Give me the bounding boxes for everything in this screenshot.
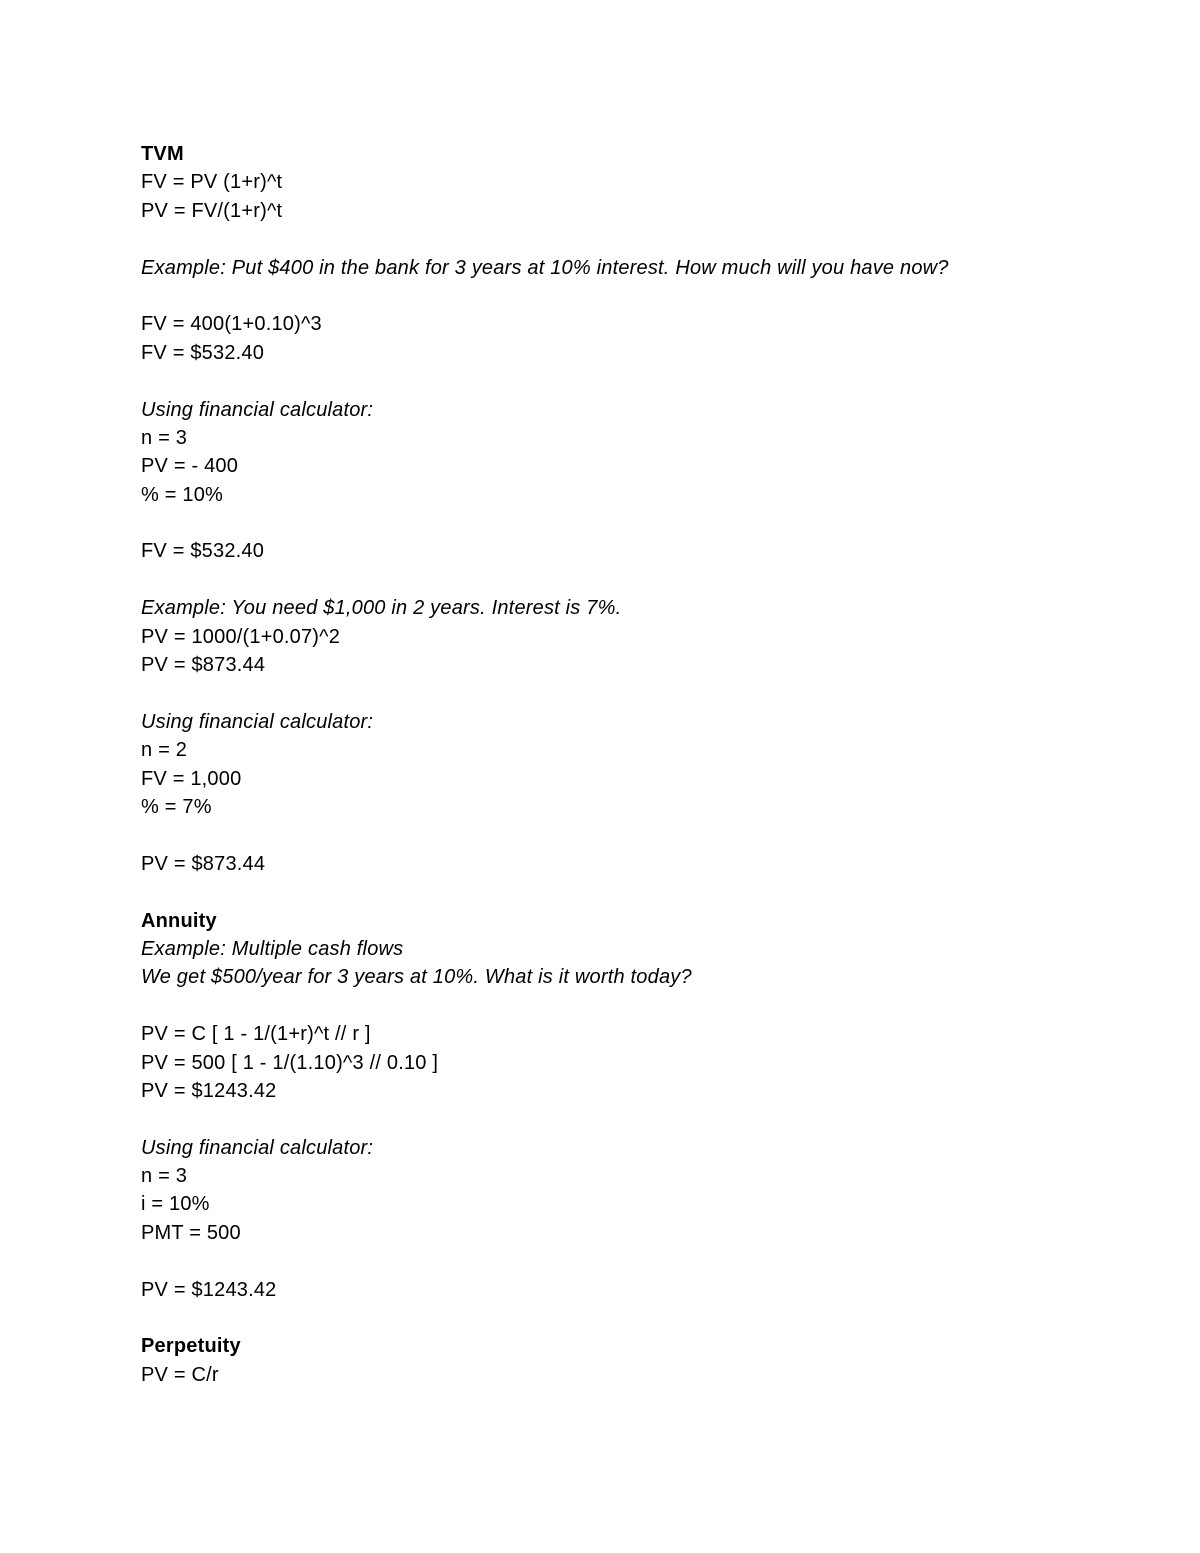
document-page — [141, 140, 1101, 1389]
calculator-result: FV = $532.40 — [141, 540, 265, 563]
formula-line: FV = PV (1+r)^t — [141, 171, 283, 194]
section-heading-tvm: TVM — [141, 143, 184, 165]
calculator-label: Using financial calculator: — [141, 1136, 374, 1159]
spacer — [141, 878, 1101, 906]
spacer — [141, 1247, 1101, 1275]
spacer — [141, 821, 1101, 849]
example-prompt: We get $500/year for 3 years at 10%. What is it worth today? — [141, 966, 692, 989]
calculator-input: PMT = 500 — [141, 1221, 241, 1244]
calc-line: PV = 1000/(1+0.07)^2 — [141, 625, 341, 648]
calculator-result: PV = $1243.42 — [141, 1278, 277, 1301]
calc-line: PV = 500 [ 1 - 1/(1.10)^3 // 0.10 ] — [141, 1051, 439, 1074]
calc-line: PV = $873.44 — [141, 654, 266, 677]
spacer — [141, 679, 1101, 707]
calculator-input: % = 10% — [141, 483, 224, 506]
calculator-input: % = 7% — [141, 795, 212, 818]
calc-line: FV = $532.40 — [141, 341, 265, 364]
section-heading-annuity: Annuity — [141, 909, 217, 932]
spacer — [141, 1105, 1101, 1133]
spacer — [141, 992, 1101, 1020]
calc-line: FV = 400(1+0.10)^3 — [141, 313, 322, 336]
spacer — [141, 566, 1101, 594]
example-prompt: Example: Multiple cash flows — [141, 937, 404, 960]
example-prompt: Example: You need $1,000 in 2 years. Interest is 7%. — [141, 597, 622, 620]
calc-line: PV = C [ 1 - 1/(1+r)^t // r ] — [141, 1023, 371, 1046]
spacer — [141, 367, 1101, 395]
calculator-input: FV = 1,000 — [141, 767, 242, 790]
spacer — [141, 225, 1101, 253]
spacer — [141, 509, 1101, 537]
calculator-input: n = 2 — [141, 739, 188, 762]
spacer — [141, 1304, 1101, 1332]
spacer — [141, 282, 1101, 310]
calc-line: PV = $1243.42 — [141, 1079, 277, 1102]
calculator-label: Using financial calculator: — [141, 710, 374, 733]
calculator-input: n = 3 — [141, 426, 188, 449]
calculator-result: PV = $873.44 — [141, 852, 266, 875]
formula-line: PV = FV/(1+r)^t — [141, 199, 283, 222]
calculator-input: PV = - 400 — [141, 455, 239, 478]
calculator-label: Using financial calculator: — [141, 398, 374, 421]
example-prompt: Example: Put $400 in the bank for 3 years at 10% interest. How much will you have now? — [141, 256, 949, 279]
section-heading-perpetuity: Perpetuity — [141, 1335, 241, 1358]
calculator-input: i = 10% — [141, 1193, 210, 1216]
formula-line: PV = C/r — [141, 1363, 219, 1386]
calculator-input: n = 3 — [141, 1165, 188, 1188]
